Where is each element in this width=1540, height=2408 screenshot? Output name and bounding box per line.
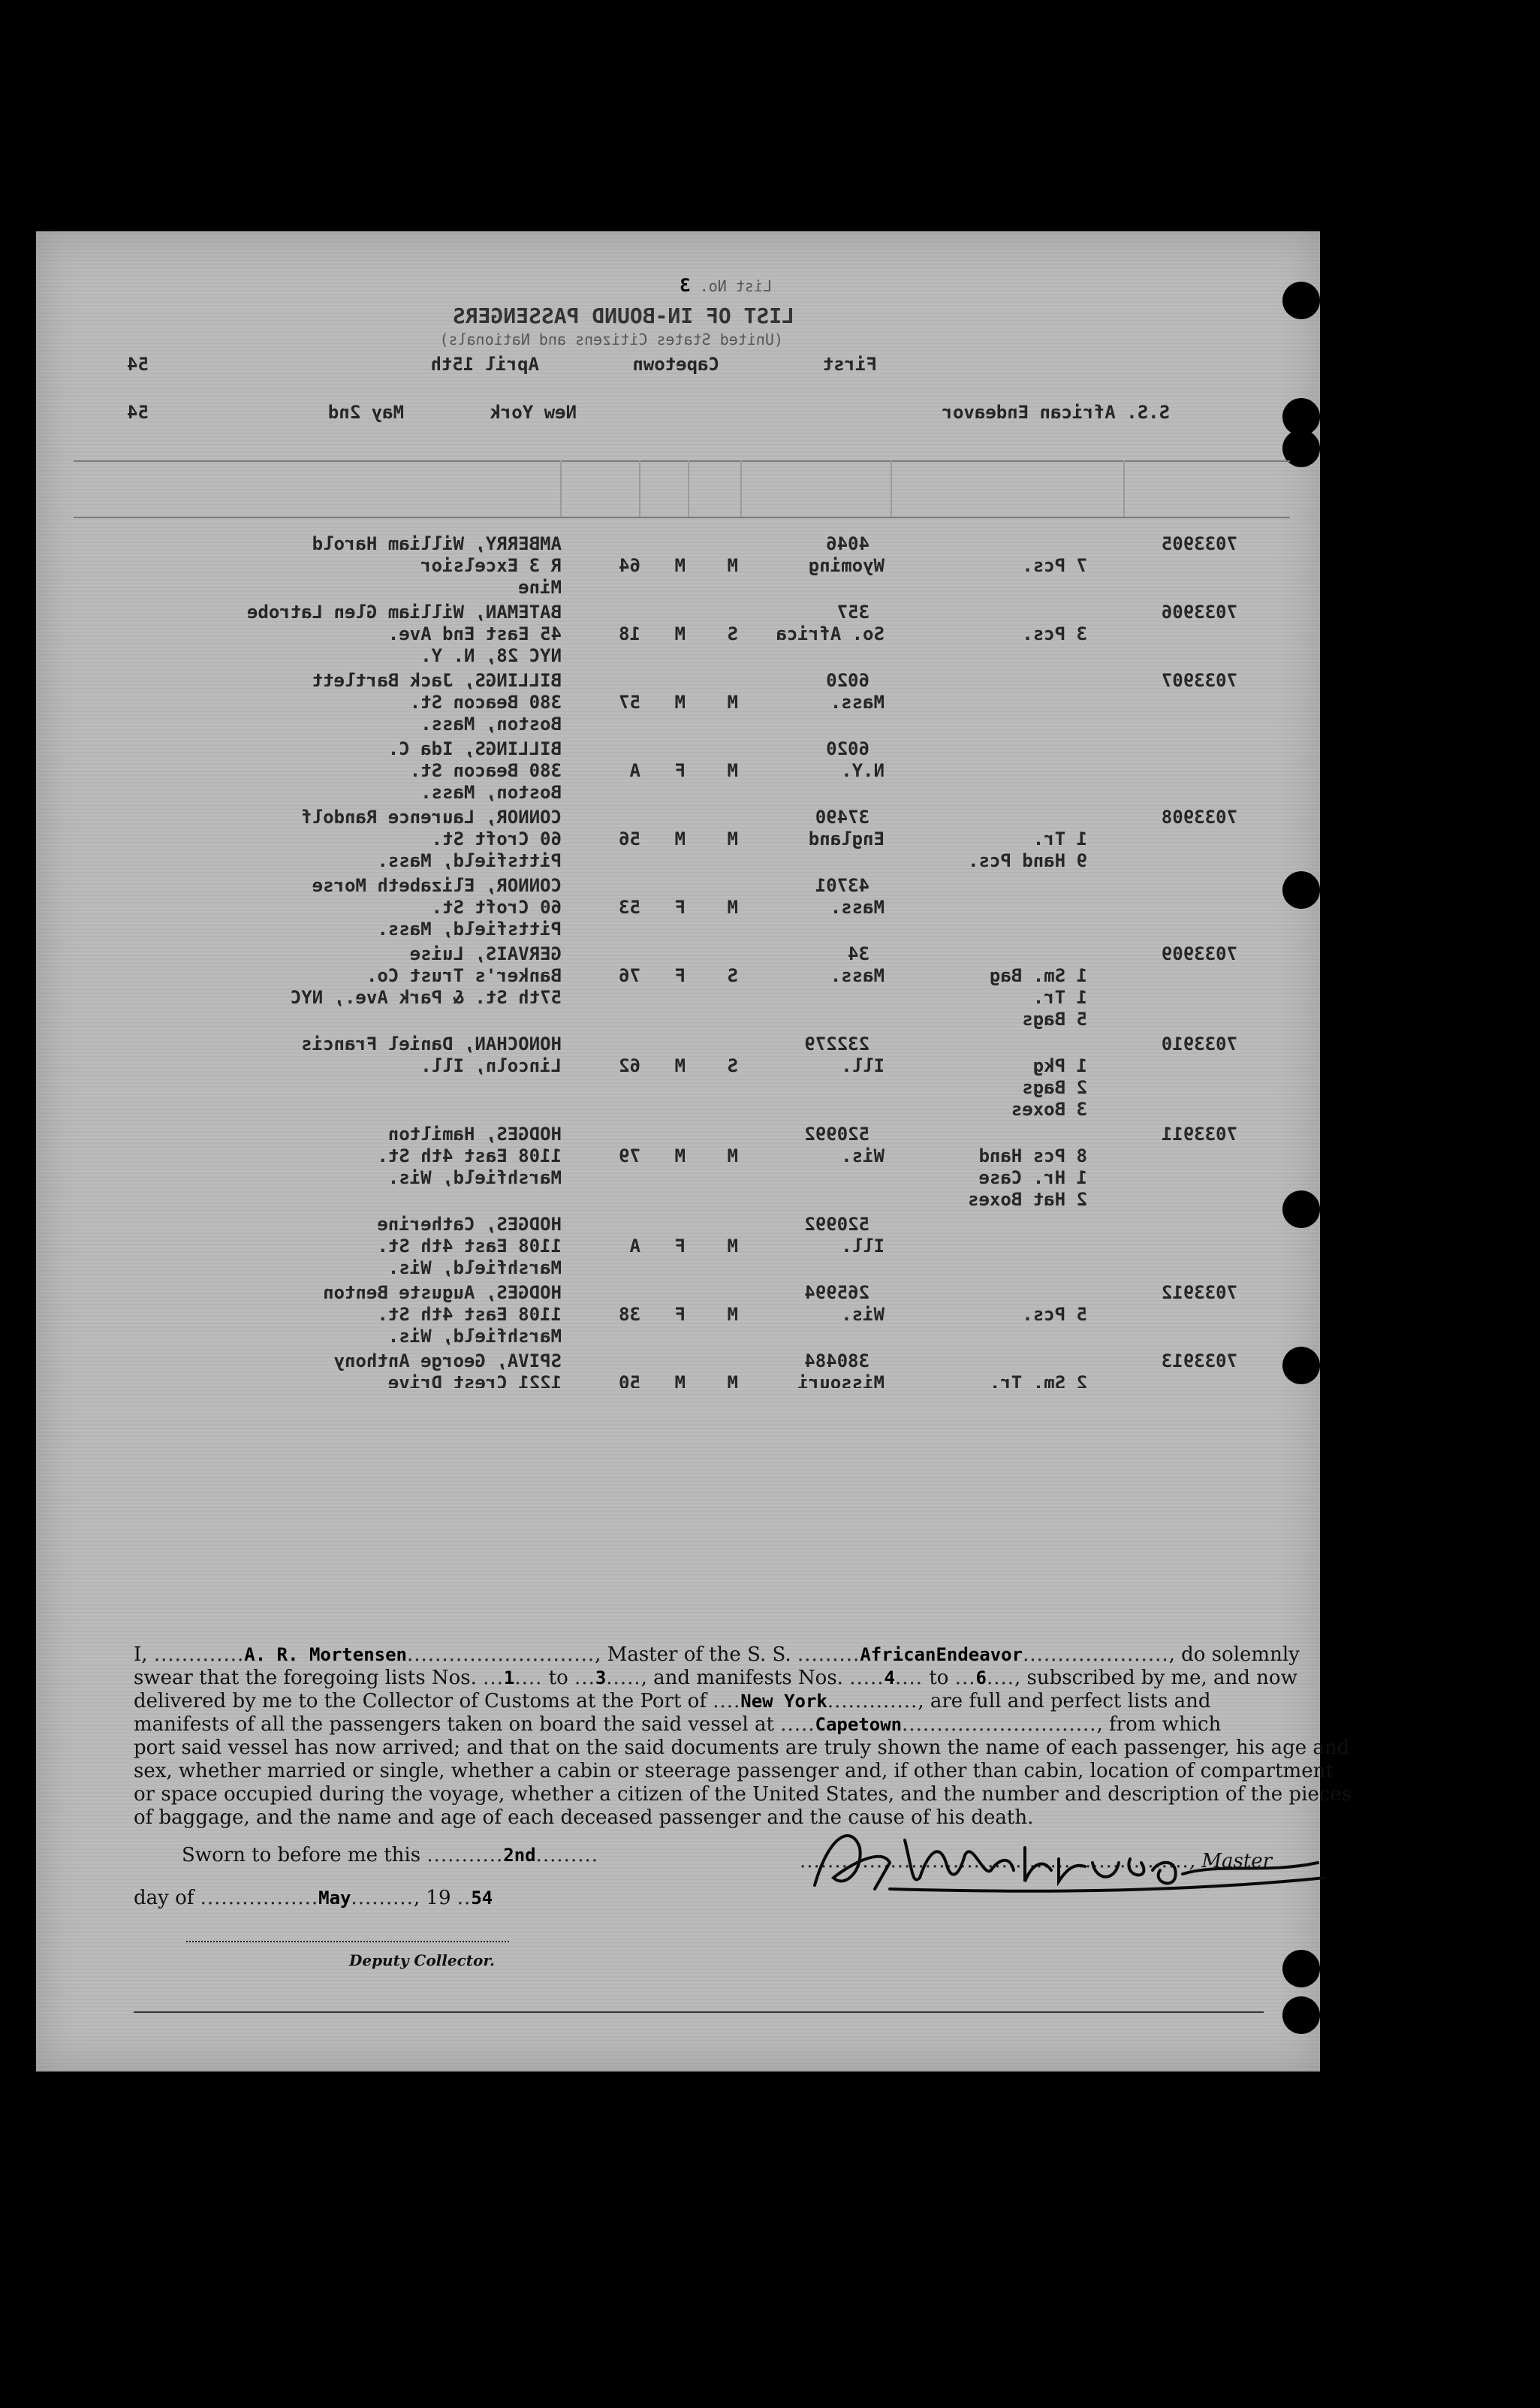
passenger-baggage: 5 Bags — [1022, 1009, 1087, 1030]
passenger-address-line: 1108 East 4th St. — [377, 1236, 562, 1257]
passenger-address-line: 60 Croft St. — [431, 897, 562, 918]
mirrored-manifest — [36, 231, 1320, 1388]
passenger-address-line: 1108 East 4th St. — [377, 1145, 562, 1166]
passenger-sex: M — [674, 1055, 686, 1076]
passenger-age: 56 — [619, 828, 640, 849]
passenger-address-line: Mine — [518, 577, 562, 598]
dotted-leader: ........................... — [407, 1643, 595, 1666]
arrival-date-value: May 2nd — [327, 402, 404, 423]
dotted-leader: ..... — [849, 1667, 885, 1689]
passenger-name: HODGES, Catherine — [377, 1214, 562, 1235]
passenger-address-line: Marshfield, Wis. — [387, 1326, 562, 1347]
dotted-leader: ................. — [200, 1887, 319, 1909]
passenger-age: A — [629, 1236, 640, 1257]
column-divider — [740, 460, 742, 517]
dotted-leader: .. — [457, 1887, 472, 1909]
passenger-certificate: 4046 — [826, 533, 869, 554]
passenger-name: SPIVA, George Anthony — [333, 1350, 562, 1371]
passenger-marital-status: M — [727, 1236, 738, 1257]
passenger-address-line: Pittsfield, Mass. — [377, 919, 562, 940]
deputy-collector-label: Deputy Collector. — [349, 1951, 496, 1969]
passenger-certificate: 520992 — [804, 1214, 869, 1235]
to-text: to — [929, 1667, 949, 1689]
passenger-age: 79 — [619, 1145, 640, 1166]
passenger-baggage: 2 Sm. Tr. — [989, 1372, 1087, 1388]
passenger-address-line: R 3 Excelsior — [420, 555, 562, 576]
master-name: A. R. Mortensen — [244, 1644, 408, 1665]
dotted-leader: ........................................................ — [800, 1850, 1189, 1872]
passenger-age: 18 — [619, 623, 640, 644]
column-divider — [639, 460, 640, 517]
passenger-ticket-no: 7033905 — [1161, 533, 1237, 554]
passenger-age: 76 — [619, 965, 640, 986]
manifest-to: 6 — [975, 1667, 987, 1688]
passenger-certificate: 357 — [836, 602, 869, 623]
departure-port: Capetown — [815, 1714, 903, 1735]
manifests-of-text: manifests of all the passengers taken on board the said vessel at — [134, 1713, 774, 1736]
master-signature — [800, 1818, 1340, 1908]
passenger-address-line: Boston, Mass. — [420, 782, 562, 803]
passenger-sex: M — [674, 1145, 686, 1166]
passenger-baggage: 1 Tr. — [1032, 828, 1087, 849]
passenger-sex: M — [674, 692, 686, 713]
master-label: , Master — [1189, 1850, 1273, 1872]
sworn-day: 2nd — [503, 1845, 536, 1866]
dotted-leader: ............. — [153, 1643, 245, 1666]
passenger-address-line: 60 Croft St. — [431, 828, 562, 849]
from-port-value: Capetown — [632, 354, 719, 375]
passenger-certificate: 380484 — [804, 1350, 869, 1371]
passenger-citizenship-place: Mass. — [830, 692, 885, 713]
passenger-citizenship-place: N.Y. — [841, 760, 885, 781]
passenger-marital-status: S — [727, 1055, 738, 1076]
passenger-name: HODGES, Auguste Benton — [323, 1282, 562, 1303]
passenger-certificate: 520992 — [804, 1124, 869, 1145]
passenger-ticket-no: 7033907 — [1161, 670, 1237, 691]
vessel-name-value: S.S. African Endeavor — [942, 402, 1170, 423]
passenger-baggage: 2 Bags — [1022, 1077, 1087, 1098]
passenger-baggage: 5 Pcs. — [1022, 1304, 1087, 1325]
passenger-address-line: 1221 Crest Drive — [387, 1372, 562, 1388]
passenger-sex: M — [674, 1372, 686, 1388]
vessel-name: AfricanEndeavor — [860, 1644, 1023, 1665]
class-value: First — [822, 354, 877, 375]
affidavit-line-4 — [134, 1713, 1221, 1736]
passenger-marital-status: M — [727, 555, 738, 576]
dotted-leader: ............................ — [902, 1713, 1097, 1736]
passenger-age: 53 — [619, 897, 640, 918]
solemnly-text: , do solemnly — [1168, 1643, 1300, 1666]
passenger-sex: F — [674, 1304, 686, 1325]
passenger-citizenship-place: So. Africa — [776, 623, 885, 644]
affidavit-line-1 — [134, 1643, 1300, 1666]
passenger-address-line: Lincoln, Ill. — [420, 1055, 562, 1076]
passenger-certificate: 43701 — [815, 875, 869, 896]
passenger-certificate: 232279 — [804, 1034, 869, 1055]
passenger-citizenship-place: England — [808, 828, 885, 849]
passenger-age: 38 — [619, 1304, 640, 1325]
column-divider — [1123, 460, 1125, 517]
passenger-sex: F — [674, 897, 686, 918]
passenger-citizenship-place: Wis. — [841, 1145, 885, 1166]
sworn-year: 54 — [471, 1887, 493, 1909]
sworn-text: Sworn to before me this — [182, 1844, 421, 1866]
passenger-name: CONNOR, Elizabeth Morse — [312, 875, 562, 896]
passenger-marital-status: M — [727, 692, 738, 713]
passenger-address-line: Banker's Trust Co. — [366, 965, 562, 986]
sworn-line — [182, 1844, 598, 1866]
passenger-ticket-no: 7033912 — [1161, 1282, 1237, 1303]
dotted-leader: .... — [895, 1667, 924, 1689]
passenger-marital-status: M — [727, 897, 738, 918]
passenger-marital-status: M — [727, 828, 738, 849]
header-rule — [74, 517, 1290, 518]
delivered-text: delivered by me to the Collector of Customs at the Port of — [134, 1690, 707, 1712]
mirrored-reverse-region — [36, 231, 1320, 1388]
passenger-address-line: 1108 East 4th St. — [377, 1304, 562, 1325]
passenger-baggage: 1 Tr. — [1032, 987, 1087, 1008]
arrival-port-value: New York — [490, 402, 577, 423]
binder-hole — [1282, 2092, 1320, 2129]
passenger-baggage: 3 Boxes — [1011, 1099, 1087, 1120]
passenger-baggage: 1 Hr. Case — [978, 1167, 1087, 1188]
passenger-address-line: Marshfield, Wis. — [387, 1167, 562, 1188]
passenger-baggage: 3 Pcs. — [1022, 623, 1087, 644]
affidavit-line-7: or space occupied during the voyage, whether a citizen of the United States, and the number and description of the pieces — [134, 1783, 1352, 1806]
passenger-name: HONOCHAN, Daniel Francis — [301, 1034, 562, 1055]
dotted-leader: ............. — [827, 1690, 918, 1712]
passenger-name: BATEMAN, William Glen Latrobe — [246, 602, 562, 623]
dotted-leader: ......... — [797, 1643, 860, 1666]
passenger-certificate: 265994 — [804, 1282, 869, 1303]
manifest-from: 4 — [884, 1667, 895, 1688]
column-divider — [688, 460, 689, 517]
full-perfect-text: , are full and perfect lists and — [918, 1690, 1211, 1712]
passenger-name: GERVAIS, Luise — [409, 943, 562, 964]
passenger-citizenship-place: Wis. — [841, 1304, 885, 1325]
passenger-address-line: 380 Beacon St. — [409, 760, 562, 781]
day-of-line — [134, 1887, 493, 1909]
passenger-marital-status: S — [727, 965, 738, 986]
passenger-age: 62 — [619, 1055, 640, 1076]
passenger-marital-status: S — [727, 623, 738, 644]
year-prefix: , 19 — [413, 1887, 451, 1909]
list-from: 1 — [503, 1667, 515, 1688]
master-of-text: , Master of the S. S. — [595, 1643, 791, 1666]
deputy-signature-line — [186, 1941, 509, 1942]
passenger-citizenship-place: Ill. — [841, 1055, 885, 1076]
dotted-leader: ......... — [351, 1887, 414, 1909]
passenger-citizenship-place: Ill. — [841, 1236, 885, 1257]
list-no-label: List No. 3 — [680, 275, 772, 296]
passenger-sex: F — [674, 1236, 686, 1257]
dotted-leader: .... — [713, 1690, 741, 1712]
passenger-sex: F — [674, 760, 686, 781]
manifests-text: , and manifests Nos. — [640, 1667, 843, 1689]
passenger-marital-status: M — [727, 1145, 738, 1166]
passenger-age: A — [629, 760, 640, 781]
affidavit-line-3 — [134, 1690, 1211, 1712]
passenger-address-line: 45 East End Ave. — [387, 623, 562, 644]
affidavit-line-2 — [134, 1667, 1297, 1689]
arrival-year-value: 54 — [127, 402, 149, 423]
passenger-sex: F — [674, 965, 686, 986]
passenger-ticket-no: 7033906 — [1161, 602, 1237, 623]
affidavit-line-6: sex, whether married or single, whether a cabin or steerage passenger and, if other than cabin, location of compartment — [134, 1760, 1334, 1782]
passenger-name: HODGES, Hamilton — [387, 1124, 562, 1145]
passenger-sex: M — [674, 623, 686, 644]
dotted-leader: .... — [986, 1667, 1015, 1689]
passenger-marital-status: M — [727, 1372, 738, 1388]
dotted-leader: ..... — [606, 1667, 641, 1689]
binder-hole — [1282, 1996, 1320, 2034]
passenger-address-line: 57th St. & Park Ave., NYC — [290, 987, 562, 1008]
affidavit-line-5: port said vessel has now arrived; and that on the said documents are truly shown the name of each passenger, his age and — [134, 1737, 1350, 1759]
passenger-baggage: 2 Hat Boxes — [968, 1189, 1087, 1210]
passenger-ticket-no: 7033909 — [1161, 943, 1237, 964]
passenger-ticket-no: 7033908 — [1161, 807, 1237, 828]
passenger-address-line: Marshfield, Wis. — [387, 1257, 562, 1278]
passenger-baggage: 8 Pcs Hand — [978, 1145, 1087, 1166]
passenger-ticket-no: 7033911 — [1161, 1124, 1237, 1145]
passenger-certificate: 6020 — [826, 670, 869, 691]
passenger-marital-status: M — [727, 1304, 738, 1325]
passenger-address-line: NYC 28, N. Y. — [420, 645, 562, 666]
passenger-baggage: 1 Sm. Bag — [989, 965, 1087, 986]
passenger-age: 50 — [619, 1372, 640, 1388]
sworn-month: May — [318, 1887, 351, 1909]
passenger-baggage: 9 Hand Pcs. — [968, 850, 1087, 871]
dotted-leader: ..................... — [1023, 1643, 1169, 1666]
passenger-baggage: 7 Pcs. — [1022, 555, 1087, 576]
dotted-leader: ... — [574, 1667, 595, 1689]
dotted-leader: ..... — [780, 1713, 815, 1736]
departure-year-value: 54 — [127, 354, 149, 375]
passenger-address-line: 380 Beacon St. — [409, 692, 562, 713]
arrival-port: New York — [740, 1691, 827, 1712]
dotted-leader: ......... — [535, 1844, 599, 1866]
dotted-leader: ... — [954, 1667, 976, 1689]
passenger-age: 57 — [619, 692, 640, 713]
to-text: to — [548, 1667, 568, 1689]
affidavit-line-8: of baggage, and the name and age of each deceased passenger and the cause of his death. — [134, 1806, 1034, 1829]
passenger-age: 64 — [619, 555, 640, 576]
passenger-citizenship-place: Mass. — [830, 965, 885, 986]
dotted-leader: ... — [483, 1667, 504, 1689]
list-to: 3 — [595, 1667, 607, 1688]
passenger-baggage: 1 Pkg — [1032, 1055, 1087, 1076]
passenger-citizenship-place: Mass. — [830, 897, 885, 918]
passenger-certificate: 34 — [848, 943, 869, 964]
passenger-citizenship-place: Wyoming — [808, 555, 885, 576]
form-title: LIST OF IN-BOUND PASSENGERS — [452, 303, 794, 328]
passenger-address-line: Boston, Mass. — [420, 714, 562, 735]
binder-hole — [1282, 1950, 1320, 1987]
dotted-leader: ........... — [426, 1844, 504, 1866]
passenger-name: CONNOR, Laurence Randolf — [301, 807, 562, 828]
departure-date-value: April 15th — [430, 354, 539, 375]
column-divider — [560, 460, 562, 517]
passenger-name: BILLINGS, Ida C. — [387, 738, 562, 759]
day-of-text: day of — [134, 1887, 194, 1909]
header-rule — [74, 460, 1290, 462]
list-no: 3 — [680, 275, 691, 296]
bottom-rule — [134, 2011, 1264, 2013]
passenger-citizenship-place: Missouri — [797, 1372, 885, 1388]
passenger-ticket-no: 7033910 — [1161, 1034, 1237, 1055]
passenger-ticket-no: 7033913 — [1161, 1350, 1237, 1371]
passenger-certificate: 6020 — [826, 738, 869, 759]
from-which-text: , from which — [1096, 1713, 1222, 1736]
column-divider — [891, 460, 892, 517]
passenger-marital-status: M — [727, 760, 738, 781]
dotted-leader: .... — [514, 1667, 543, 1689]
affidavit-i: I, — [134, 1643, 148, 1666]
subscribed-text: , subscribed by me, and now — [1014, 1667, 1297, 1689]
passenger-name: BILLINGS, Jack Bartlett — [312, 670, 562, 691]
passenger-sex: M — [674, 828, 686, 849]
passenger-name: AMBERRY, William Harold — [312, 533, 562, 554]
passenger-certificate: 37490 — [815, 807, 869, 828]
form-subtitle: (United States Citizens and Nationals) — [439, 330, 783, 349]
passenger-address-line: Pittsfield, Mass. — [377, 850, 562, 871]
passenger-sex: M — [674, 555, 686, 576]
swear-lists-text: swear that the foregoing lists Nos. — [134, 1667, 477, 1689]
